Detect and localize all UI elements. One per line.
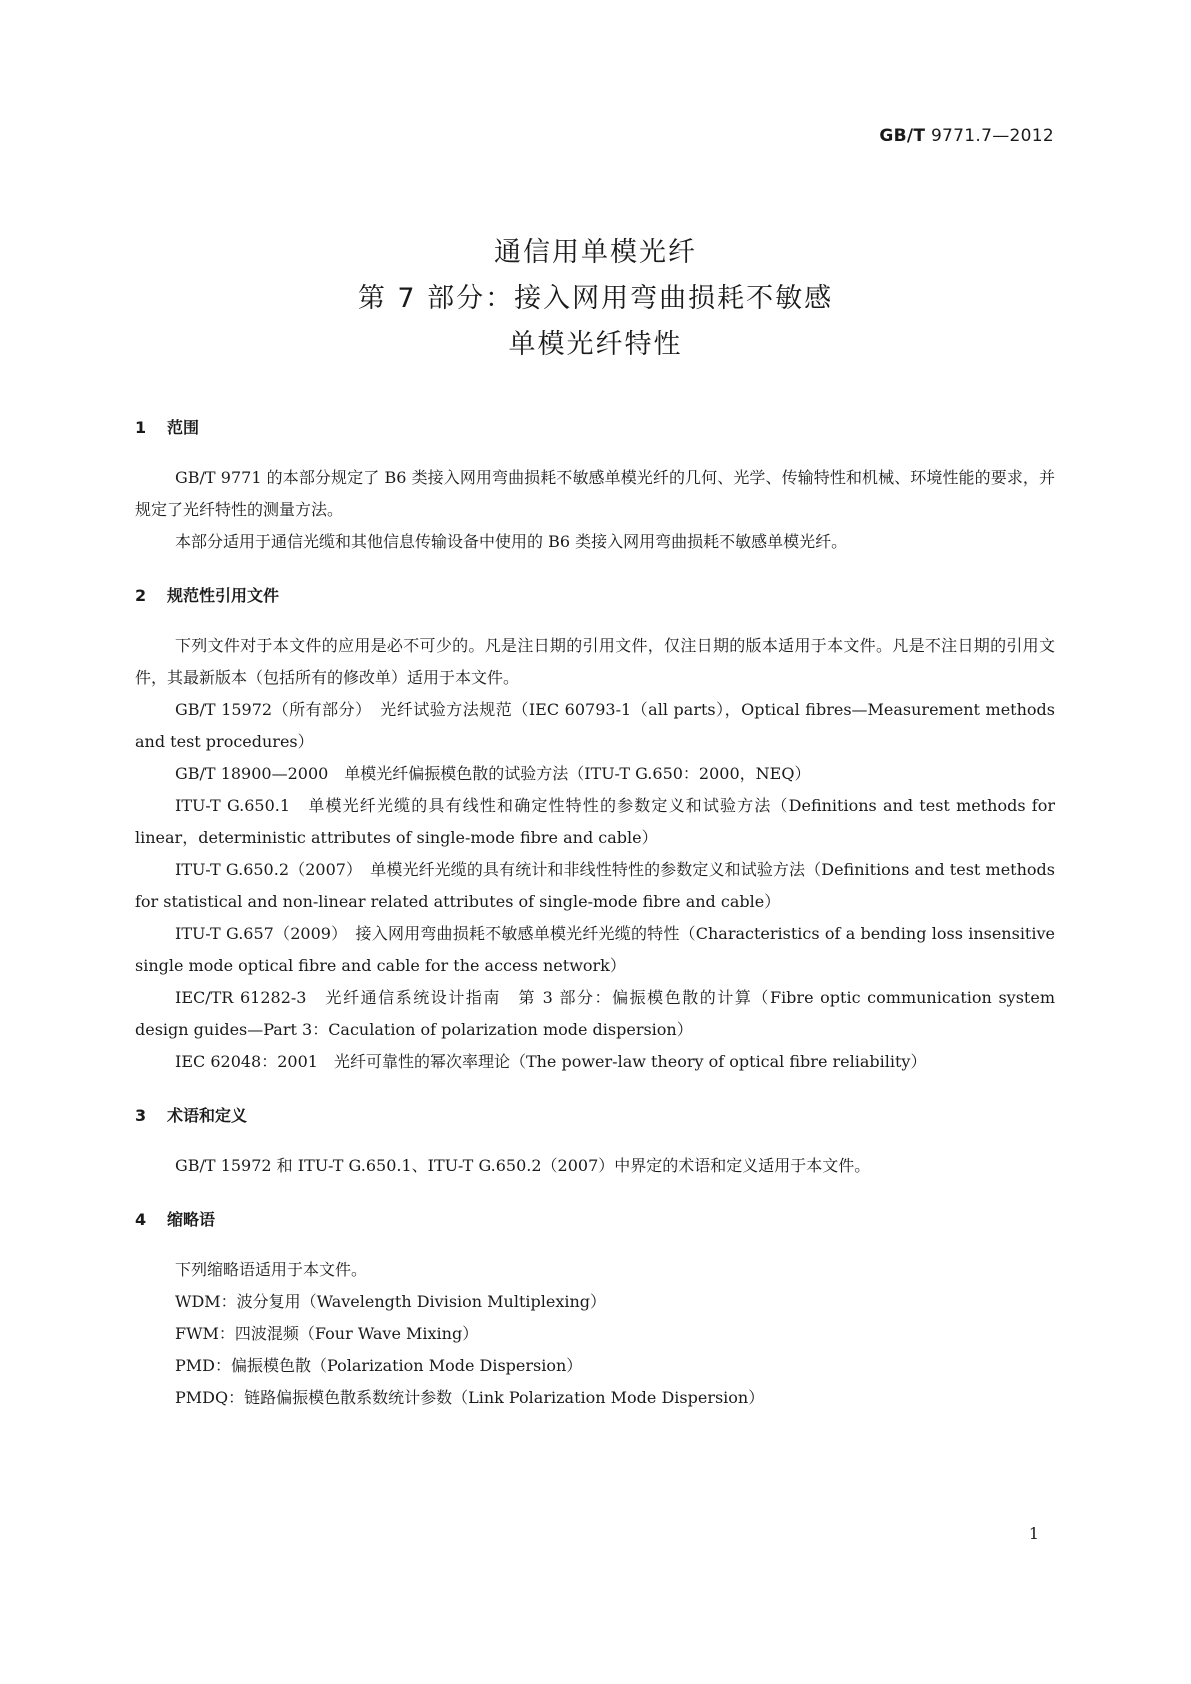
title-line-3: 单模光纤特性	[508, 329, 683, 360]
standard-prefix: GB/T	[879, 126, 926, 146]
section-abbreviations	[135, 1210, 1055, 1414]
paragraph: 本部分适用于通信光缆和其他信息传输设备中使用的 B6 类接入网用弯曲损耗不敏感单模光纤。	[175, 532, 848, 551]
reference-item: GB/T 15972（所有部分） 光纤试验方法规范（IEC 60793-1（all parts），Optical fibres—Measurement methods and test procedures）	[135, 700, 1055, 751]
reference-item: IEC 62048：2001 光纤可靠性的幂次率理论（The power-law theory of optical fibre reliability）	[175, 1052, 927, 1071]
reference-item: IEC/TR 61282-3 光纤通信系统设计指南 第 3 部分：偏振模色散的计算（Fibre optic communication system design guides—Part 3：Caculation of polarization mode dispersion）	[135, 988, 1055, 1039]
standard-code: 9771.7—2012	[925, 126, 1054, 146]
reference-item: ITU-T G.650.1 单模光纤光缆的具有线性和确定性特性的参数定义和试验方法（Definitions and test methods for linear，deterministic attributes of single-mode fibre and cable）	[135, 796, 1055, 847]
abbreviation-item: FWM：四波混频（Four Wave Mixing）	[175, 1324, 479, 1343]
section-heading: 2 规范性引用文件	[135, 586, 280, 605]
section-terms-definitions	[135, 1106, 1055, 1182]
abbreviation-item: WDM：波分复用（Wavelength Division Multiplexing）	[175, 1292, 607, 1311]
section-normative-references	[135, 586, 1055, 1078]
title-line-1: 通信用单模光纤	[494, 237, 697, 268]
paragraph: 下列缩略语适用于本文件。	[175, 1260, 368, 1279]
abbreviation-item: PMD：偏振模色散（Polarization Mode Dispersion）	[175, 1356, 583, 1375]
page-number: 1	[1028, 1524, 1039, 1543]
title-line-2: 第 7 部分：接入网用弯曲损耗不敏感	[357, 283, 834, 314]
reference-item: ITU-T G.657（2009） 接入网用弯曲损耗不敏感单模光纤光缆的特性（Characteristics of a bending loss insensitive single mode optical fibre and cable for the access network）	[135, 924, 1055, 975]
section-heading: 4 缩略语	[135, 1210, 216, 1229]
document-title	[0, 230, 1191, 368]
paragraph: GB/T 15972 和 ITU-T G.650.1、ITU-T G.650.2（2007）中界定的术语和定义适用于本文件。	[175, 1156, 871, 1175]
reference-item: ITU-T G.650.2（2007） 单模光纤光缆的具有统计和非线性特性的参数定义和试验方法（Definitions and test methods for statistical and non-linear related attributes of single-mode fibre and cable）	[135, 860, 1055, 911]
paragraph: GB/T 9771 的本部分规定了 B6 类接入网用弯曲损耗不敏感单模光纤的几何、光学、传输特性和机械、环境性能的要求，并规定了光纤特性的测量方法。	[135, 468, 1055, 519]
standard-number	[879, 126, 1054, 146]
section-heading: 3 术语和定义	[135, 1106, 248, 1125]
reference-item: GB/T 18900—2000 单模光纤偏振模色散的试验方法（ITU-T G.650：2000，NEQ）	[175, 764, 811, 783]
document-body	[135, 418, 1055, 1442]
paragraph: 下列文件对于本文件的应用是必不可少的。凡是注日期的引用文件，仅注日期的版本适用于本文件。凡是不注日期的引用文件，其最新版本（包括所有的修改单）适用于本文件。	[135, 636, 1055, 687]
section-heading: 1 范围	[135, 418, 200, 437]
abbreviation-item: PMDQ：链路偏振模色散系数统计参数（Link Polarization Mode Dispersion）	[175, 1388, 765, 1407]
section-scope	[135, 418, 1055, 558]
